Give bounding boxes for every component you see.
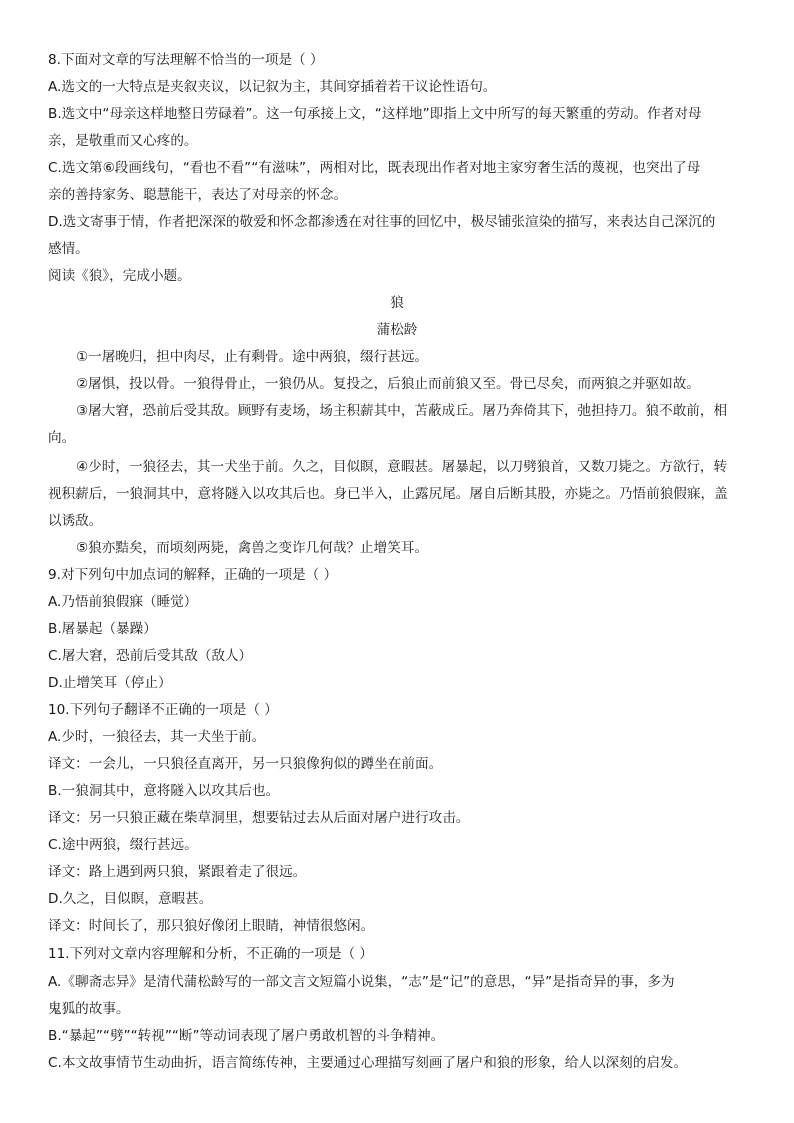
q11-option-b: B.“暴起”“劈”“转视”“断”等动词表现了屠户勇敢机智的斗争精神。	[48, 1028, 445, 1044]
q8-option-d-line2: 感情。	[48, 241, 89, 257]
passage-paragraph-5: ⑤狼亦黠矣，而顷刻两毙，禽兽之变诈几何哉？止增笑耳。	[76, 540, 429, 556]
q9-option-a: A.乃悟前狼假寐（睡觉）	[48, 594, 198, 610]
q10-option-a-translation: 译文：一会儿，一只狼径直离开，另一只狼像狗似的蹲坐在前面。	[48, 756, 443, 772]
q8-option-c-line1: C.选文第⑥段画线句，“看也不看”“有滋味”，两相对比，既表现出作者对地主家穷奢生活的蔑视，也突出了母	[48, 160, 701, 176]
q8-option-d-line1: D.选文寄事于情，作者把深深的敬爱和怀念都渗透在对往事的回忆中，极尽铺张渲染的描写，来表达自己深沉的	[48, 214, 716, 230]
q10-option-c: C.途中两狼，缀行甚远。	[48, 837, 198, 853]
q8-option-b-line1: B.选文中“母亲这样地整日劳碌着”。这一句承接上文，“这样地”即指上文中所写的每天繁重的劳动。作者对母	[48, 106, 702, 122]
passage-paragraph-1: ①一屠晚归，担中肉尽，止有剩骨。途中两狼，缀行甚远。	[76, 349, 429, 365]
q11-option-a-line1: A.《聊斋志异》是清代蒲松龄写的一部文言文短篇小说集，“志”是“记”的意思，“异”是指奇异的事，多为	[48, 974, 675, 990]
passage-title: 狼	[390, 295, 404, 311]
passage-paragraph-4-line3: 以诱敌。	[48, 513, 103, 529]
reading-intro: 阅读《狼》，完成小题。	[48, 268, 191, 284]
passage-paragraph-4-line1: ④少时，一狼径去，其一犬坐于前。久之，目似瞑，意暇甚。屠暴起，以刀劈狼首，又数刀毙之。方欲行，转	[76, 459, 728, 475]
q9-option-d: D.止增笑耳（停止）	[48, 675, 172, 691]
q10-option-b: B.一狼洞其中，意将隧入以攻其后也。	[48, 783, 280, 799]
q8-option-a: A.选文的一大特点是夹叙夹议，以记叙为主，其间穿插着若干议论性语句。	[48, 79, 497, 95]
q10-stem: 10.下列句子翻译不正确的一项是（ ）	[48, 702, 278, 718]
q9-option-c: C.屠大窘，恐前后受其敌（敌人）	[48, 648, 253, 664]
q10-option-b-translation: 译文：另一只狼正藏在柴草洞里，想要钻过去从后面对屠户进行攻击。	[48, 810, 470, 826]
passage-paragraph-4-line2: 视积薪后，一狼洞其中，意将隧入以攻其后也。身已半入，止露尻尾。屠自后断其股，亦毙之。乃悟前狼假寐，盖	[48, 486, 728, 502]
passage-paragraph-3-line1: ③屠大窘，恐前后受其敌。顾野有麦场，场主积薪其中，苫蔽成丘。屠乃奔倚其下，弛担持刀。狼不敢前，相	[76, 403, 728, 419]
passage-paragraph-2: ②屠惧，投以骨。一狼得骨止，一狼仍从。复投之，后狼止而前狼又至。骨已尽矣，而两狼之并驱如故。	[76, 376, 700, 392]
q8-option-c-line2: 亲的善持家务、聪慧能干，表达了对母亲的怀念。	[48, 187, 348, 203]
q9-option-b: B.屠暴起（暴躁）	[48, 621, 157, 637]
q10-option-d-translation: 译文：时间长了，那只狼好像闭上眼睛，神情很悠闲。	[48, 918, 375, 934]
passage-author: 蒲松龄	[376, 322, 418, 338]
q9-stem: 9.对下列句中加点词的解释，正确的一项是（ ）	[48, 567, 338, 583]
q11-stem: 11.下列对文章内容理解和分析，不正确的一项是（ ）	[48, 946, 374, 962]
q11-option-a-line2: 鬼狐的故事。	[48, 1001, 130, 1017]
q10-option-d: D.久之，目似瞑，意暇甚。	[48, 891, 213, 907]
q10-option-c-translation: 译文：路上遇到两只狼，紧跟着走了很远。	[48, 864, 307, 880]
passage-paragraph-3-line2: 向。	[48, 430, 76, 446]
q11-option-c: C.本文故事情节生动曲折，语言简练传神，主要通过心理描写刻画了屠户和狼的形象，给人以深刻的启发。	[48, 1055, 688, 1071]
q8-option-b-line2: 亲，是敬重而又心疼的。	[48, 133, 198, 149]
q10-option-a: A.少时，一狼径去，其一犬坐于前。	[48, 729, 266, 745]
q8-stem: 8.下面对文章的写法理解不恰当的一项是（ ）	[48, 52, 324, 68]
